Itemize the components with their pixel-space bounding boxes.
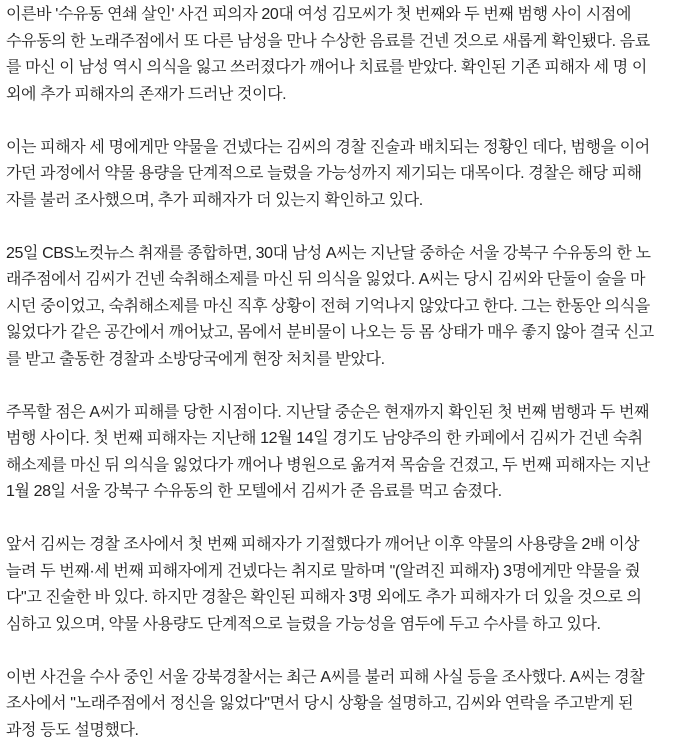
- article-paragraph: [6, 532, 674, 638]
- paragraph-line: 조사에서 "노래주점에서 정신을 잃었다"면서 당시 상황을 설명하고, 김씨와 연락을 주고받게 된: [6, 695, 634, 712]
- paragraph-line: 범행 사이다. 첫 번째 피해자는 지난해 12월 14일 경기도 남양주의 한 카페에서 김씨가 건넨 숙취: [6, 430, 643, 447]
- paragraph-line: 과정 등도 설명했다.: [6, 721, 139, 739]
- article-paragraph: [6, 665, 674, 744]
- paragraph-line: 를 받고 출동한 경찰과 소방당국에게 현장 처치를 받았다.: [6, 350, 385, 368]
- paragraph-line: 외에 추가 피해자의 존재가 드러난 것이다.: [6, 85, 287, 103]
- paragraph-line: 수유동의 한 노래주점에서 또 다른 남성을 만나 수상한 음료를 건넨 것으로 새롭게 확인됐다. 음료: [6, 32, 650, 50]
- paragraph-line: 시던 중이었고, 숙취해소제를 마신 직후 상황이 전혀 기억나지 않았다고 한다. 그는 한동안 의식을: [6, 297, 650, 315]
- paragraph-line: 이는 피해자 세 명에게만 약물을 건넸다는 김씨의 경찰 진술과 배치되는 정황인 데다, 범행을 이어: [6, 138, 650, 156]
- paragraph-line: 이번 사건을 수사 중인 서울 강북경찰서는 최근 A씨를 불러 피해 사실 등을 조사했다. A씨는 경찰: [6, 668, 645, 686]
- paragraph-line: 1월 28일 서울 강북구 수유동의 한 모텔에서 김씨가 준 음료를 먹고 숨졌다.: [6, 483, 502, 500]
- article-paragraph: [6, 135, 674, 215]
- paragraph-line: 이른바 '수유동 연쇄 살인' 사건 피의자 20대 여성 김모씨가 첫 번째와 두 번째 범행 사이 시점에: [6, 6, 632, 23]
- paragraph-line: 앞서 김씨는 경찰 조사에서 첫 번째 피해자가 기절했다가 깨어난 이후 약물의 사용량을 2배 이상: [6, 536, 640, 553]
- paragraph-line: 늘려 두 번째·세 번째 피해자에게 건넸다는 취지로 말하며 "(알려진 피해자) 3명에게만 약물을 줬: [6, 562, 641, 580]
- paragraph-line: 래주점에서 김씨가 건넨 숙취해소제를 마신 뒤 의식을 잃었다. A씨는 당시 김씨와 단둘이 술을 마: [6, 271, 646, 288]
- paragraph-line: 25일 CBS노컷뉴스 취재를 종합하면, 30대 남성 A씨는 지난달 중하순 서울 강북구 수유동의 한 노: [6, 244, 651, 262]
- paragraph-line: 다"고 진술한 바 있다. 하지만 경찰은 확인된 피해자 3명 외에도 추가 피해자가 더 있을 것으로 의: [6, 589, 642, 606]
- paragraph-line: 해소제를 마신 뒤 의식을 잃었다가 깨어나 병원으로 옮겨져 목숨을 건졌고, 두 번째 피해자는 지난: [6, 456, 650, 474]
- article-paragraph: [6, 400, 674, 506]
- article-paragraph: [6, 241, 674, 374]
- paragraph-line: 자를 불러 조사했으며, 추가 피해자가 더 있는지 확인하고 있다.: [6, 191, 423, 209]
- paragraph-line: 심하고 있으며, 약물 사용량도 단계적으로 늘렸을 가능성을 염두에 두고 수사를 하고 있다.: [6, 615, 601, 633]
- paragraph-line: 가던 과정에서 약물 용량을 단계적으로 늘렸을 가능성까지 제기되는 대목이다. 경찰은 해당 피해: [6, 165, 642, 182]
- paragraph-line: 주목할 점은 A씨가 피해를 당한 시점이다. 지난달 중순은 현재까지 확인된 첫 번째 범행과 두 번째: [6, 403, 650, 421]
- paragraph-line: 잃었다가 같은 공간에서 깨어났고, 몸에서 분비물이 나오는 등 몸 상태가 매우 좋지 않아 결국 신고: [6, 324, 654, 341]
- article-paragraph: [6, 2, 674, 108]
- paragraph-line: 를 마신 이 남성 역시 의식을 잃고 쓰러졌다가 깨어나 치료를 받았다. 확인된 기존 피해자 세 명 이: [6, 59, 647, 76]
